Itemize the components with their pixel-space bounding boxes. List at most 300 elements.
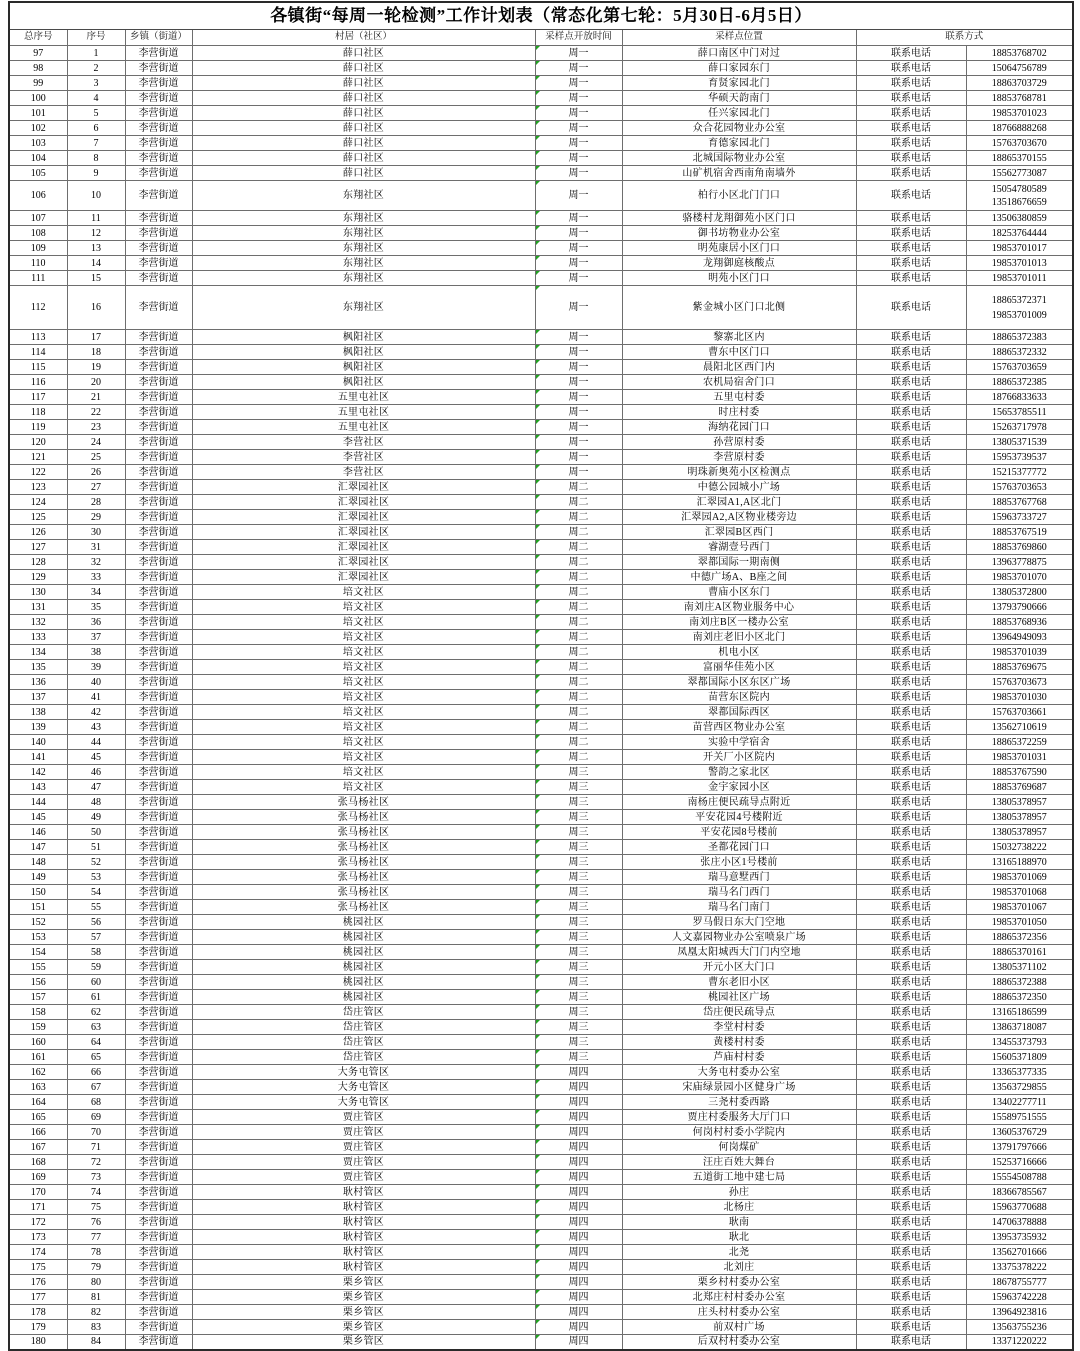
cell-open-time: 周一 — [535, 91, 622, 106]
cell-town: 李营街道 — [125, 750, 192, 765]
cell-open-time: 周三 — [535, 975, 622, 990]
cell-town: 李营街道 — [125, 540, 192, 555]
cell-village: 贾庄管区 — [192, 1125, 535, 1140]
cell-contact-label: 联系电话 — [856, 106, 966, 121]
cell-contact-label: 联系电话 — [856, 825, 966, 840]
table-row — [9, 151, 1073, 166]
cell-seq-no: 11 — [67, 211, 125, 226]
cell-total-no: 171 — [9, 1200, 67, 1215]
cell-contact-label: 联系电话 — [856, 1170, 966, 1185]
cell-town: 李营街道 — [125, 615, 192, 630]
cell-contact-label: 联系电话 — [856, 1275, 966, 1290]
cell-phone-number — [966, 46, 1073, 61]
table-row — [9, 241, 1073, 256]
cell-village: 薛口社区 — [192, 136, 535, 151]
cell-seq-no: 73 — [67, 1170, 125, 1185]
cell-open-time: 周四 — [535, 1125, 622, 1140]
cell-open-time: 周一 — [535, 211, 622, 226]
cell-contact-label: 联系电话 — [856, 256, 966, 271]
cell-contact-label: 联系电话 — [856, 375, 966, 390]
table-header-row — [9, 30, 1073, 46]
cell-contact-label: 联系电话 — [856, 1005, 966, 1020]
cell-village: 汇翠园社区 — [192, 570, 535, 585]
cell-phone-number — [966, 1110, 1073, 1125]
phone-number-line: 13805378957 — [991, 796, 1047, 808]
cell-total-no: 143 — [9, 780, 67, 795]
cell-village: 培文社区 — [192, 780, 535, 795]
cell-location: 育贤家园北门 — [622, 76, 856, 91]
cell-phone-number — [966, 765, 1073, 780]
cell-seq-no: 74 — [67, 1185, 125, 1200]
cell-total-no: 158 — [9, 1005, 67, 1020]
cell-town: 李营街道 — [125, 1185, 192, 1200]
table-row — [9, 750, 1073, 765]
cell-location: 翠都国际西区 — [622, 705, 856, 720]
cell-location: 睿湖壹号西门 — [622, 540, 856, 555]
cell-open-time: 周一 — [535, 256, 622, 271]
cell-village: 东翔社区 — [192, 211, 535, 226]
cell-village: 桃园社区 — [192, 990, 535, 1005]
cell-phone-number — [966, 1020, 1073, 1035]
cell-open-time: 周二 — [535, 570, 622, 585]
cell-contact-label: 联系电话 — [856, 960, 966, 975]
cell-location: 龙翔御庭核酸点 — [622, 256, 856, 271]
cell-town: 李营街道 — [125, 990, 192, 1005]
cell-phone-number — [966, 91, 1073, 106]
cell-seq-no: 14 — [67, 256, 125, 271]
cell-total-no: 109 — [9, 241, 67, 256]
cell-open-time: 周一 — [535, 375, 622, 390]
table-row — [9, 960, 1073, 975]
cell-town: 李营街道 — [125, 945, 192, 960]
cell-location: 五道街工地中建七局 — [622, 1170, 856, 1185]
cell-town: 李营街道 — [125, 450, 192, 465]
cell-town: 李营街道 — [125, 975, 192, 990]
cell-village: 张马杨社区 — [192, 870, 535, 885]
cell-village: 张马杨社区 — [192, 840, 535, 855]
cell-contact-label: 联系电话 — [856, 585, 966, 600]
cell-town: 李营街道 — [125, 1245, 192, 1260]
cell-total-no: 147 — [9, 840, 67, 855]
table-row — [9, 181, 1073, 211]
cell-village: 枫阳社区 — [192, 330, 535, 345]
phone-number-line: 13863718087 — [991, 1021, 1047, 1033]
cell-phone-number — [966, 1305, 1073, 1320]
cell-town: 李营街道 — [125, 825, 192, 840]
cell-village: 培文社区 — [192, 765, 535, 780]
cell-phone-number — [966, 226, 1073, 241]
cell-location: 南杨庄便民疏导点附近 — [622, 795, 856, 810]
cell-open-time: 周三 — [535, 990, 622, 1005]
cell-open-time: 周一 — [535, 136, 622, 151]
cell-contact-label: 联系电话 — [856, 990, 966, 1005]
cell-phone-number — [966, 166, 1073, 181]
table-row — [9, 615, 1073, 630]
cell-location: 大务屯村委办公室 — [622, 1065, 856, 1080]
cell-phone-number — [966, 555, 1073, 570]
cell-seq-no: 17 — [67, 330, 125, 345]
cell-contact-label: 联系电话 — [856, 405, 966, 420]
cell-phone-number — [966, 1230, 1073, 1245]
table-row — [9, 1005, 1073, 1020]
table-row — [9, 256, 1073, 271]
table-row — [9, 810, 1073, 825]
cell-seq-no: 35 — [67, 600, 125, 615]
cell-open-time: 周三 — [535, 795, 622, 810]
cell-phone-number — [966, 256, 1073, 271]
cell-town: 李营街道 — [125, 1275, 192, 1290]
cell-total-no: 172 — [9, 1215, 67, 1230]
cell-open-time: 周四 — [535, 1155, 622, 1170]
cell-total-no: 125 — [9, 510, 67, 525]
table-row — [9, 1095, 1073, 1110]
cell-village: 培文社区 — [192, 660, 535, 675]
cell-seq-no: 27 — [67, 480, 125, 495]
cell-town: 李营街道 — [125, 495, 192, 510]
cell-phone-number — [966, 1215, 1073, 1230]
cell-contact-label: 联系电话 — [856, 241, 966, 256]
cell-contact-label: 联系电话 — [856, 91, 966, 106]
cell-total-no: 114 — [9, 345, 67, 360]
phone-number-line: 18865372356 — [991, 931, 1047, 943]
cell-seq-no: 5 — [67, 106, 125, 121]
cell-town: 李营街道 — [125, 600, 192, 615]
cell-contact-label: 联系电话 — [856, 1185, 966, 1200]
cell-contact-label: 联系电话 — [856, 1065, 966, 1080]
cell-village: 五里屯社区 — [192, 420, 535, 435]
cell-total-no: 178 — [9, 1305, 67, 1320]
cell-seq-no: 1 — [67, 46, 125, 61]
cell-contact-label: 联系电话 — [856, 271, 966, 286]
cell-contact-label: 联系电话 — [856, 450, 966, 465]
phone-number-line: 13563755236 — [991, 1321, 1047, 1333]
cell-town: 李营街道 — [125, 390, 192, 405]
cell-seq-no: 45 — [67, 750, 125, 765]
cell-village: 张马杨社区 — [192, 900, 535, 915]
cell-total-no: 107 — [9, 211, 67, 226]
cell-seq-no: 58 — [67, 945, 125, 960]
cell-open-time: 周一 — [535, 241, 622, 256]
cell-location: 金宇家园小区 — [622, 780, 856, 795]
cell-contact-label: 联系电话 — [856, 1290, 966, 1305]
cell-village: 培文社区 — [192, 750, 535, 765]
cell-contact-label: 联系电话 — [856, 1215, 966, 1230]
cell-total-no: 164 — [9, 1095, 67, 1110]
cell-location: 栗乡村村委办公室 — [622, 1275, 856, 1290]
cell-total-no: 136 — [9, 675, 67, 690]
phone-number-line: 19853701031 — [991, 751, 1047, 763]
phone-number-line: 15763703659 — [991, 361, 1047, 373]
cell-total-no: 161 — [9, 1050, 67, 1065]
cell-location: 李堂村村委 — [622, 1020, 856, 1035]
table-row — [9, 1110, 1073, 1125]
cell-open-time: 周四 — [535, 1170, 622, 1185]
cell-village: 薛口社区 — [192, 46, 535, 61]
cell-contact-label: 联系电话 — [856, 495, 966, 510]
cell-village: 岱庄管区 — [192, 1020, 535, 1035]
table-row — [9, 645, 1073, 660]
cell-total-no: 133 — [9, 630, 67, 645]
cell-total-no: 103 — [9, 136, 67, 151]
cell-village: 汇翠园社区 — [192, 555, 535, 570]
table-row — [9, 1020, 1073, 1035]
cell-village: 张马杨社区 — [192, 810, 535, 825]
phone-number-line: 18766833633 — [991, 391, 1047, 403]
work-plan-sheet — [8, 1, 1072, 1351]
cell-phone-number — [966, 76, 1073, 91]
cell-contact-label: 联系电话 — [856, 390, 966, 405]
cell-town: 李营街道 — [125, 1200, 192, 1215]
cell-contact-label: 联系电话 — [856, 420, 966, 435]
cell-location: 开元小区大门口 — [622, 960, 856, 975]
cell-town: 李营街道 — [125, 375, 192, 390]
table-row — [9, 600, 1073, 615]
table-row — [9, 915, 1073, 930]
phone-number-line: 18853768936 — [991, 616, 1047, 628]
cell-town: 李营街道 — [125, 1035, 192, 1050]
cell-town: 李营街道 — [125, 555, 192, 570]
phone-number-line: 18865372350 — [991, 991, 1047, 1003]
cell-total-no: 111 — [9, 271, 67, 286]
cell-town: 李营街道 — [125, 765, 192, 780]
cell-location: 时庄村委 — [622, 405, 856, 420]
cell-open-time: 周一 — [535, 450, 622, 465]
cell-town: 李营街道 — [125, 106, 192, 121]
cell-village: 桃园社区 — [192, 915, 535, 930]
phone-number-line: 18865372388 — [991, 976, 1047, 988]
table-row — [9, 121, 1073, 136]
cell-total-no: 140 — [9, 735, 67, 750]
cell-town: 李营街道 — [125, 1170, 192, 1185]
cell-contact-label: 联系电话 — [856, 1200, 966, 1215]
table-row — [9, 106, 1073, 121]
cell-phone-number — [966, 975, 1073, 990]
cell-seq-no: 10 — [67, 181, 125, 211]
cell-village: 培文社区 — [192, 675, 535, 690]
table-row — [9, 1035, 1073, 1050]
cell-town: 李营街道 — [125, 241, 192, 256]
phone-number-line: 14706378888 — [991, 1216, 1047, 1228]
cell-town: 李营街道 — [125, 930, 192, 945]
cell-total-no: 104 — [9, 151, 67, 166]
phone-number-line: 15763703661 — [991, 706, 1047, 718]
cell-total-no: 179 — [9, 1320, 67, 1335]
cell-town: 李营街道 — [125, 330, 192, 345]
page-title: 各镇街“每周一轮检测”工作计划表（常态化第七轮：5月30日-6月5日） — [9, 2, 1073, 30]
table-row — [9, 585, 1073, 600]
cell-seq-no: 65 — [67, 1050, 125, 1065]
cell-phone-number — [966, 1125, 1073, 1140]
cell-seq-no: 51 — [67, 840, 125, 855]
cell-open-time: 周二 — [535, 585, 622, 600]
cell-open-time: 周三 — [535, 930, 622, 945]
cell-village: 岱庄管区 — [192, 1005, 535, 1020]
cell-location: 华硕天韵南门 — [622, 91, 856, 106]
cell-open-time: 周四 — [535, 1260, 622, 1275]
cell-phone-number — [966, 241, 1073, 256]
cell-town: 李营街道 — [125, 360, 192, 375]
table-row — [9, 900, 1073, 915]
cell-contact-label: 联系电话 — [856, 975, 966, 990]
cell-location: 明苑康居小区门口 — [622, 241, 856, 256]
table-row — [9, 1080, 1073, 1095]
phone-number-line: 19853701030 — [991, 691, 1047, 703]
cell-town: 李营街道 — [125, 870, 192, 885]
cell-open-time: 周二 — [535, 600, 622, 615]
cell-town: 李营街道 — [125, 256, 192, 271]
cell-town: 李营街道 — [125, 61, 192, 76]
cell-total-no: 150 — [9, 885, 67, 900]
cell-village: 桃园社区 — [192, 975, 535, 990]
cell-total-no: 149 — [9, 870, 67, 885]
cell-village: 桃园社区 — [192, 945, 535, 960]
cell-location: 圣都花园门口 — [622, 840, 856, 855]
cell-seq-no: 24 — [67, 435, 125, 450]
cell-phone-number — [966, 1140, 1073, 1155]
cell-phone-number — [966, 1080, 1073, 1095]
cell-village: 薛口社区 — [192, 61, 535, 76]
cell-town: 李营街道 — [125, 840, 192, 855]
cell-town: 李营街道 — [125, 645, 192, 660]
phone-number-line: 15263717978 — [991, 421, 1047, 433]
cell-seq-no: 32 — [67, 555, 125, 570]
phone-number-line: 13562710619 — [991, 721, 1047, 733]
cell-village: 培文社区 — [192, 705, 535, 720]
cell-total-no: 124 — [9, 495, 67, 510]
cell-seq-no: 66 — [67, 1065, 125, 1080]
cell-open-time: 周四 — [535, 1095, 622, 1110]
cell-location: 机电小区 — [622, 645, 856, 660]
phone-number-line: 19853701009 — [991, 309, 1047, 321]
cell-total-no: 123 — [9, 480, 67, 495]
table-row — [9, 1320, 1073, 1335]
cell-phone-number — [966, 375, 1073, 390]
cell-open-time: 周四 — [535, 1110, 622, 1125]
cell-open-time: 周三 — [535, 810, 622, 825]
cell-location: 南刘庄B区一楼办公室 — [622, 615, 856, 630]
cell-open-time: 周三 — [535, 1020, 622, 1035]
cell-seq-no: 72 — [67, 1155, 125, 1170]
cell-town: 李营街道 — [125, 1140, 192, 1155]
cell-total-no: 120 — [9, 435, 67, 450]
cell-town: 李营街道 — [125, 795, 192, 810]
cell-seq-no: 84 — [67, 1335, 125, 1350]
phone-number-line: 15763703653 — [991, 481, 1047, 493]
cell-village: 张马杨社区 — [192, 795, 535, 810]
cell-total-no: 113 — [9, 330, 67, 345]
cell-open-time: 周三 — [535, 1005, 622, 1020]
cell-seq-no: 60 — [67, 975, 125, 990]
cell-contact-label: 联系电话 — [856, 795, 966, 810]
cell-phone-number — [966, 61, 1073, 76]
cell-total-no: 144 — [9, 795, 67, 810]
cell-total-no: 135 — [9, 660, 67, 675]
cell-total-no: 169 — [9, 1170, 67, 1185]
table-row — [9, 46, 1073, 61]
table-row — [9, 795, 1073, 810]
cell-phone-number — [966, 810, 1073, 825]
cell-location: 薛口南区中门对过 — [622, 46, 856, 61]
cell-phone-number — [966, 1185, 1073, 1200]
cell-open-time: 周四 — [535, 1140, 622, 1155]
cell-total-no: 118 — [9, 405, 67, 420]
testing-schedule-table — [8, 1, 1074, 1351]
cell-open-time: 周二 — [535, 645, 622, 660]
cell-phone-number — [966, 675, 1073, 690]
cell-village: 东翔社区 — [192, 256, 535, 271]
phone-number-line: 13518676659 — [991, 196, 1047, 208]
table-row — [9, 1275, 1073, 1290]
table-row — [9, 630, 1073, 645]
table-row — [9, 945, 1073, 960]
cell-village: 薛口社区 — [192, 166, 535, 181]
cell-phone-number — [966, 345, 1073, 360]
cell-location: 育德家园北门 — [622, 136, 856, 151]
cell-total-no: 117 — [9, 390, 67, 405]
cell-open-time: 周一 — [535, 271, 622, 286]
cell-town: 李营街道 — [125, 1005, 192, 1020]
cell-phone-number — [966, 1155, 1073, 1170]
cell-open-time: 周二 — [535, 555, 622, 570]
cell-open-time: 周三 — [535, 885, 622, 900]
cell-town: 李营街道 — [125, 1065, 192, 1080]
cell-seq-no: 64 — [67, 1035, 125, 1050]
cell-village: 枫阳社区 — [192, 345, 535, 360]
phone-number-line: 15963742228 — [991, 1291, 1047, 1303]
cell-open-time: 周四 — [535, 1065, 622, 1080]
phone-number-line: 15953739537 — [991, 451, 1047, 463]
table-row — [9, 840, 1073, 855]
cell-total-no: 134 — [9, 645, 67, 660]
cell-village: 东翔社区 — [192, 286, 535, 330]
cell-phone-number — [966, 181, 1073, 211]
cell-phone-number — [966, 1275, 1073, 1290]
cell-village: 枫阳社区 — [192, 360, 535, 375]
cell-seq-no: 9 — [67, 166, 125, 181]
cell-contact-label: 联系电话 — [856, 915, 966, 930]
cell-town: 李营街道 — [125, 525, 192, 540]
cell-location: 北尧 — [622, 1245, 856, 1260]
phone-number-line: 18253764444 — [991, 227, 1047, 239]
cell-seq-no: 63 — [67, 1020, 125, 1035]
cell-phone-number — [966, 271, 1073, 286]
cell-contact-label: 联系电话 — [856, 136, 966, 151]
cell-open-time: 周二 — [535, 735, 622, 750]
table-row — [9, 226, 1073, 241]
cell-open-time: 周二 — [535, 495, 622, 510]
cell-contact-label: 联系电话 — [856, 570, 966, 585]
table-row — [9, 211, 1073, 226]
cell-phone-number — [966, 585, 1073, 600]
cell-village: 大务屯管区 — [192, 1095, 535, 1110]
phone-number-line: 18853767590 — [991, 766, 1047, 778]
header-location: 采样点位置 — [622, 30, 856, 46]
cell-town: 李营街道 — [125, 855, 192, 870]
cell-contact-label: 联系电话 — [856, 840, 966, 855]
cell-open-time: 周三 — [535, 840, 622, 855]
cell-seq-no: 2 — [67, 61, 125, 76]
cell-phone-number — [966, 450, 1073, 465]
cell-contact-label: 联系电话 — [856, 1245, 966, 1260]
cell-contact-label: 联系电话 — [856, 435, 966, 450]
cell-location: 中德公园城小广场 — [622, 480, 856, 495]
table-row — [9, 1170, 1073, 1185]
cell-phone-number — [966, 1335, 1073, 1350]
cell-seq-no: 25 — [67, 450, 125, 465]
cell-town: 李营街道 — [125, 900, 192, 915]
cell-contact-label: 联系电话 — [856, 810, 966, 825]
table-row — [9, 975, 1073, 990]
